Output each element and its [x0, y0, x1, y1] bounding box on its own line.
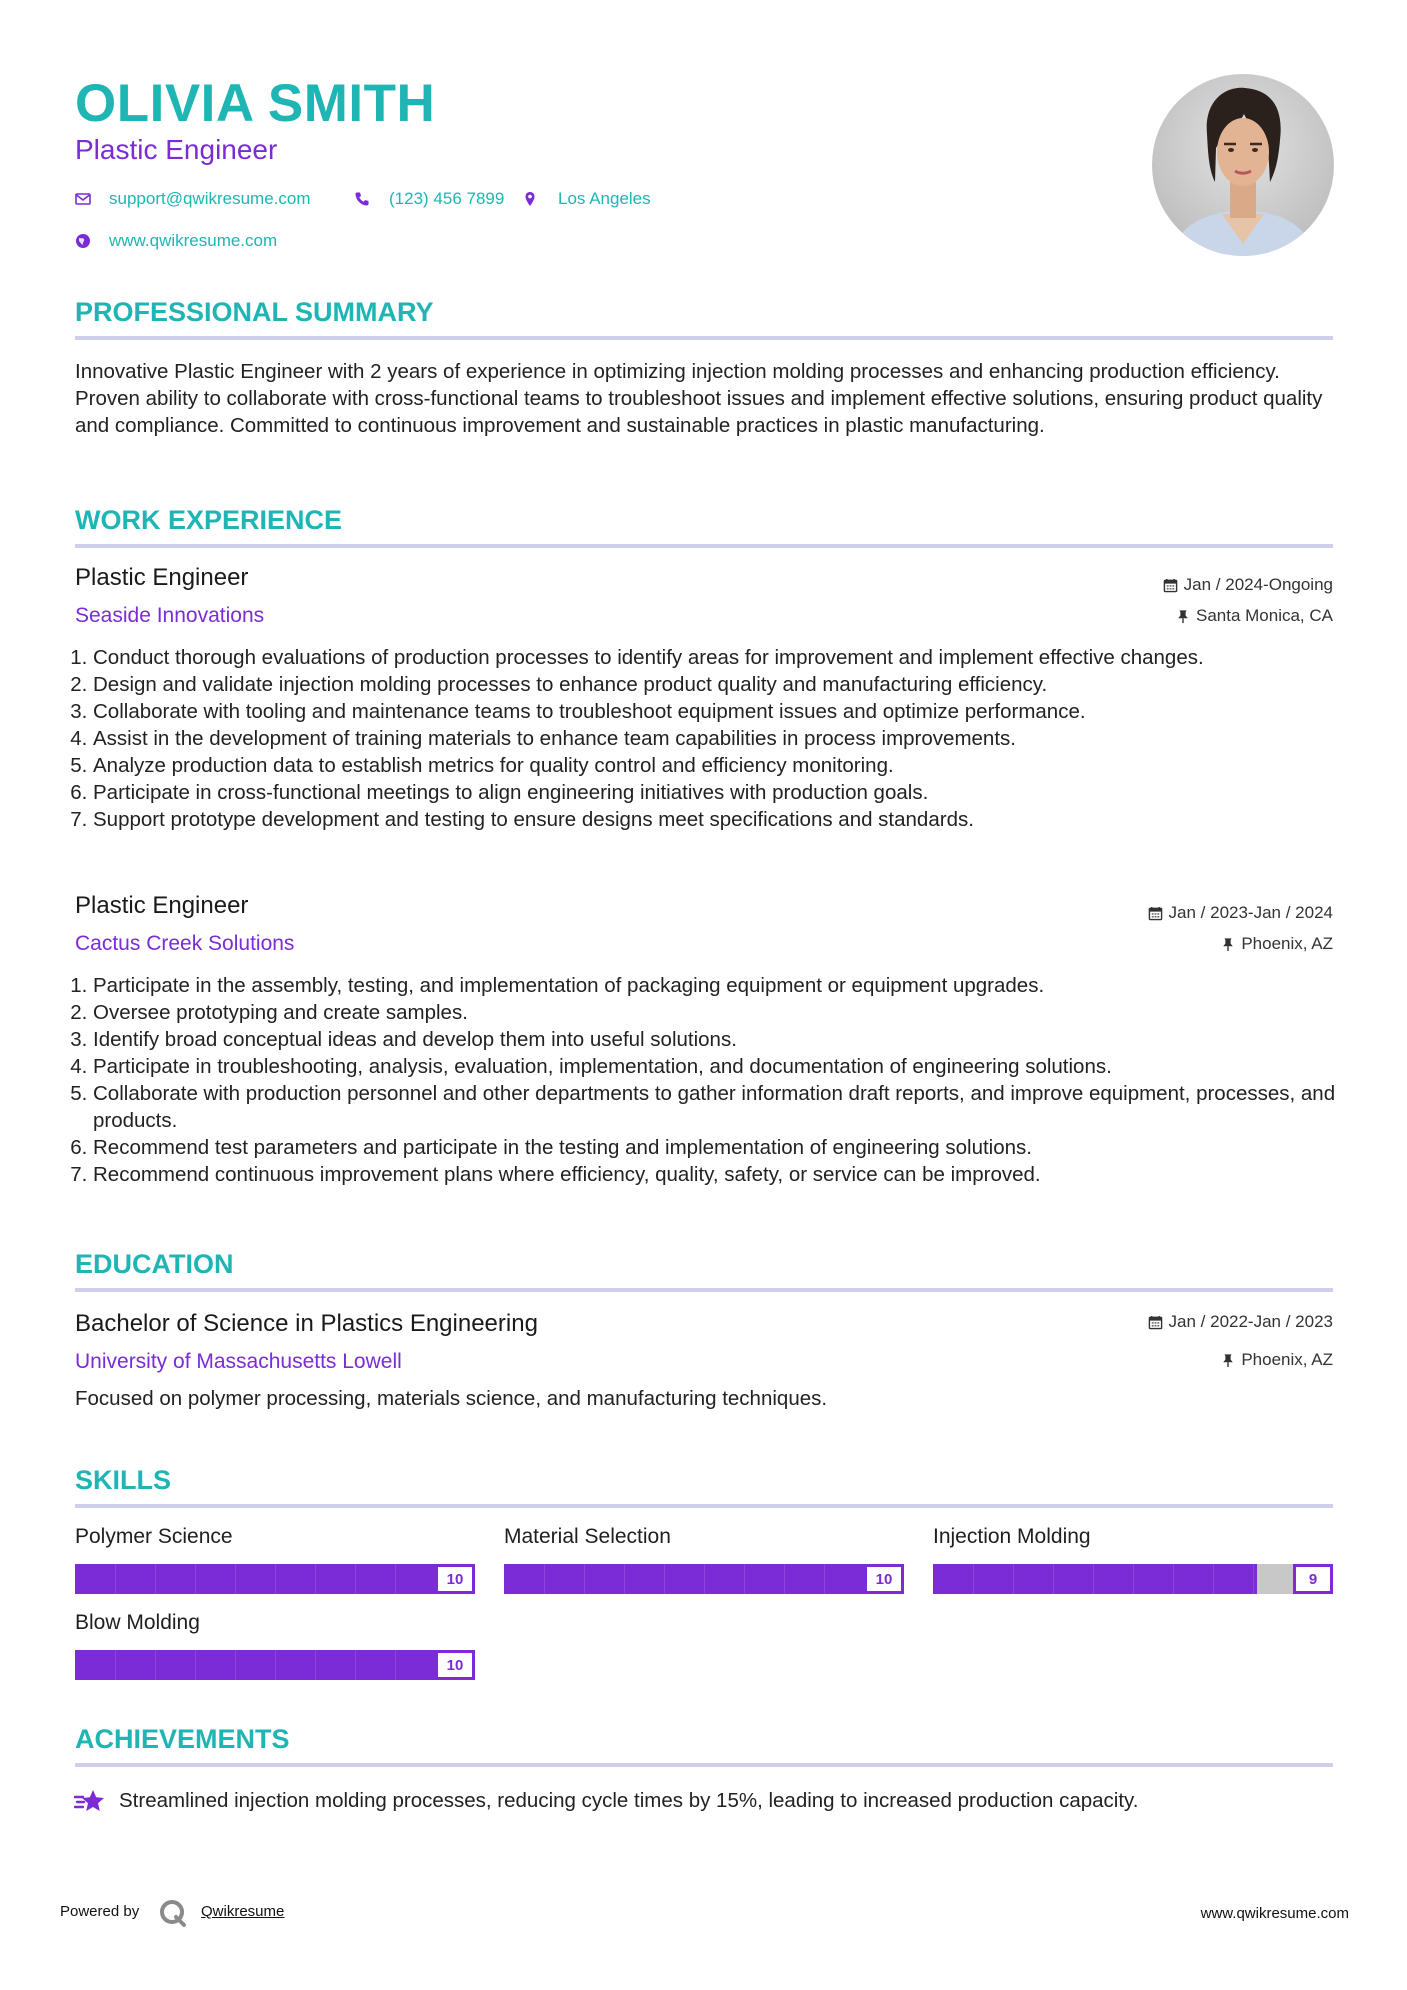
skill-bar-segment — [235, 1564, 236, 1594]
list-item: 6. Participate in cross-functional meetings to align engineering initiatives with production goals. — [93, 779, 1355, 806]
company-name: Seaside Innovations — [75, 604, 265, 627]
skill-level: 9 — [1293, 1564, 1333, 1594]
achievement-text: Streamlined injection molding processes, reducing cycle times by 15%, leading to increased production capacity. — [119, 1789, 1139, 1812]
skill-bar-segment — [195, 1564, 196, 1594]
calendar-icon — [1148, 906, 1163, 921]
skill-bar-segment — [584, 1564, 585, 1594]
skill-bar-segment — [744, 1564, 745, 1594]
skill-name: Polymer Science — [75, 1525, 233, 1548]
skill-bar-segment — [624, 1564, 625, 1594]
skill-bar-segment — [664, 1564, 665, 1594]
summary-title: PROFESSIONAL SUMMARY — [75, 297, 434, 327]
education-dates — [1148, 1311, 1333, 1333]
website-text[interactable]: www.qwikresume.com — [109, 231, 278, 250]
job-location — [1221, 933, 1333, 955]
skill-bar-segment — [544, 1564, 545, 1594]
profile-photo — [1152, 74, 1334, 256]
skill-item — [75, 1610, 475, 1680]
skill-bar-segment — [155, 1564, 156, 1594]
list-item: 3. Identify broad conceptual ideas and develop them into useful solutions. — [93, 1026, 1355, 1053]
achievements-title: ACHIEVEMENTS — [75, 1724, 290, 1754]
skill-item — [933, 1524, 1333, 1594]
phone-icon — [354, 191, 370, 207]
skill-name: Blow Molding — [75, 1611, 200, 1634]
skill-bar-fill — [933, 1564, 1257, 1594]
skill-name: Injection Molding — [933, 1525, 1091, 1548]
degree-title: Bachelor of Science in Plastics Engineering — [75, 1310, 538, 1337]
list-item: 2. Oversee prototyping and create samples. — [93, 999, 1355, 1026]
skill-bar-segment — [1173, 1564, 1174, 1594]
education-title: EDUCATION — [75, 1249, 234, 1279]
pushpin-icon — [1221, 937, 1235, 952]
section-divider — [75, 544, 1333, 548]
list-item: 7. Support prototype development and testing to ensure designs meet specifications and standards. — [93, 806, 1355, 833]
pushpin-icon — [1176, 609, 1190, 624]
school-name: University of Massachusetts Lowell — [75, 1350, 402, 1373]
job-location-text: Phoenix, AZ — [1241, 934, 1333, 953]
job-title: Plastic Engineer — [75, 564, 249, 591]
job-dates-text: Jan / 2024-Ongoing — [1183, 575, 1333, 594]
skill-item — [75, 1524, 475, 1594]
map-pin-icon — [522, 191, 538, 207]
candidate-role: Plastic Engineer — [75, 134, 278, 165]
qwikresume-logo-icon[interactable] — [158, 1898, 188, 1928]
skill-bar-segment — [1253, 1564, 1254, 1594]
company-name: Cactus Creek Solutions — [75, 932, 295, 955]
location-text: Los Angeles — [558, 189, 651, 208]
calendar-icon — [1163, 578, 1178, 593]
skill-level: 10 — [435, 1564, 475, 1594]
list-item: 1. Participate in the assembly, testing, and implementation of packaging equipment or equipment upgrades. — [93, 972, 1355, 999]
job-dates-text: Jan / 2023-Jan / 2024 — [1168, 903, 1333, 922]
list-item: 2. Design and validate injection molding processes to enhance product quality and manufacturing efficiency. — [93, 671, 1355, 698]
job-dates — [1148, 902, 1333, 924]
globe-icon — [75, 233, 91, 249]
skill-bar-segment — [704, 1564, 705, 1594]
education-location-text: Phoenix, AZ — [1241, 1350, 1333, 1369]
skill-level: 10 — [435, 1650, 475, 1680]
skill-bar-segment — [1053, 1564, 1054, 1594]
skill-name: Material Selection — [504, 1525, 671, 1548]
section-divider — [75, 336, 1333, 340]
section-divider — [75, 1763, 1333, 1767]
skill-bar-segment — [973, 1564, 974, 1594]
section-divider — [75, 1504, 1333, 1508]
job-title: Plastic Engineer — [75, 892, 249, 919]
education-description: Focused on polymer processing, materials science, and manufacturing techniques. — [75, 1387, 828, 1410]
summary-text: Innovative Plastic Engineer with 2 years of experience in optimizing injection molding processes and enhancing production efficiency. Proven ability to collaborate with cross-functional teams to troubleshoot issues and implement effective solutions, ensuring product quality and compliance. Committed to continuous improvement and sustainable practices in plastic manufacturing. — [75, 360, 1323, 437]
list-item: 1. Conduct thorough evaluations of production processes to identify areas for improvement and implement effective changes. — [93, 644, 1355, 671]
job-location-text: Santa Monica, CA — [1195, 606, 1333, 625]
footer-url[interactable]: www.qwikresume.com — [1200, 1905, 1349, 1922]
list-item: 4. Participate in troubleshooting, analysis, evaluation, implementation, and documentation of engineering solutions. — [93, 1053, 1355, 1080]
skill-bar-segment — [1013, 1564, 1014, 1594]
skill-bar-segment — [275, 1650, 276, 1680]
skill-bar — [75, 1564, 475, 1594]
job-responsibilities — [75, 644, 1355, 833]
skill-bar — [933, 1564, 1333, 1594]
calendar-icon — [1148, 1315, 1163, 1330]
list-item: 3. Collaborate with tooling and maintenance teams to troubleshoot equipment issues and optimize performance. — [93, 698, 1355, 725]
email-text[interactable]: support@qwikresume.com — [109, 189, 311, 208]
skill-bar-segment — [115, 1650, 116, 1680]
skills-title: SKILLS — [75, 1465, 172, 1495]
powered-by-label: Powered by — [60, 1903, 140, 1920]
skill-bar — [75, 1650, 475, 1680]
skill-bar-segment — [275, 1564, 276, 1594]
section-divider — [75, 1288, 1333, 1292]
skill-bar-segment — [1133, 1564, 1134, 1594]
skill-bar-segment — [395, 1650, 396, 1680]
star-icon — [74, 1788, 106, 1816]
brand-link[interactable]: Qwikresume — [201, 1903, 285, 1920]
skill-bar-segment — [355, 1650, 356, 1680]
education-location — [1221, 1349, 1333, 1371]
skill-bar-segment — [395, 1564, 396, 1594]
list-item: 4. Assist in the development of training materials to enhance team capabilities in process improvements. — [93, 725, 1355, 752]
skill-level: 10 — [864, 1564, 904, 1594]
candidate-name: OLIVIA SMITH — [75, 74, 436, 133]
skill-item — [504, 1524, 904, 1594]
skill-bar-segment — [155, 1650, 156, 1680]
skill-bar-segment — [315, 1650, 316, 1680]
skill-bar-segment — [235, 1650, 236, 1680]
envelope-icon — [75, 191, 91, 207]
skill-bar-segment — [1093, 1564, 1094, 1594]
skill-bar-segment — [824, 1564, 825, 1594]
skill-bar — [504, 1564, 904, 1594]
skill-bar-segment — [115, 1564, 116, 1594]
phone-text[interactable]: (123) 456 7899 — [389, 189, 505, 208]
skill-bar-segment — [355, 1564, 356, 1594]
experience-title: WORK EXPERIENCE — [75, 505, 343, 535]
job-dates — [1163, 574, 1333, 596]
skill-bar-segment — [1213, 1564, 1214, 1594]
job-responsibilities — [75, 972, 1355, 1188]
skill-bar-segment — [315, 1564, 316, 1594]
list-item: 7. Recommend continuous improvement plans where efficiency, quality, safety, or service can be improved. — [93, 1161, 1355, 1188]
skill-bar-segment — [195, 1650, 196, 1680]
list-item: 5. Collaborate with production personnel and other departments to gather information draft reports, and improve equipment, processes, and products. — [93, 1080, 1355, 1134]
skill-bar-segment — [784, 1564, 785, 1594]
list-item: 6. Recommend test parameters and participate in the testing and implementation of engineering solutions. — [93, 1134, 1355, 1161]
job-location — [1176, 605, 1333, 627]
education-dates-text: Jan / 2022-Jan / 2023 — [1168, 1312, 1333, 1331]
list-item: 5. Analyze production data to establish metrics for quality control and efficiency monitoring. — [93, 752, 1355, 779]
pushpin-icon — [1221, 1353, 1235, 1368]
